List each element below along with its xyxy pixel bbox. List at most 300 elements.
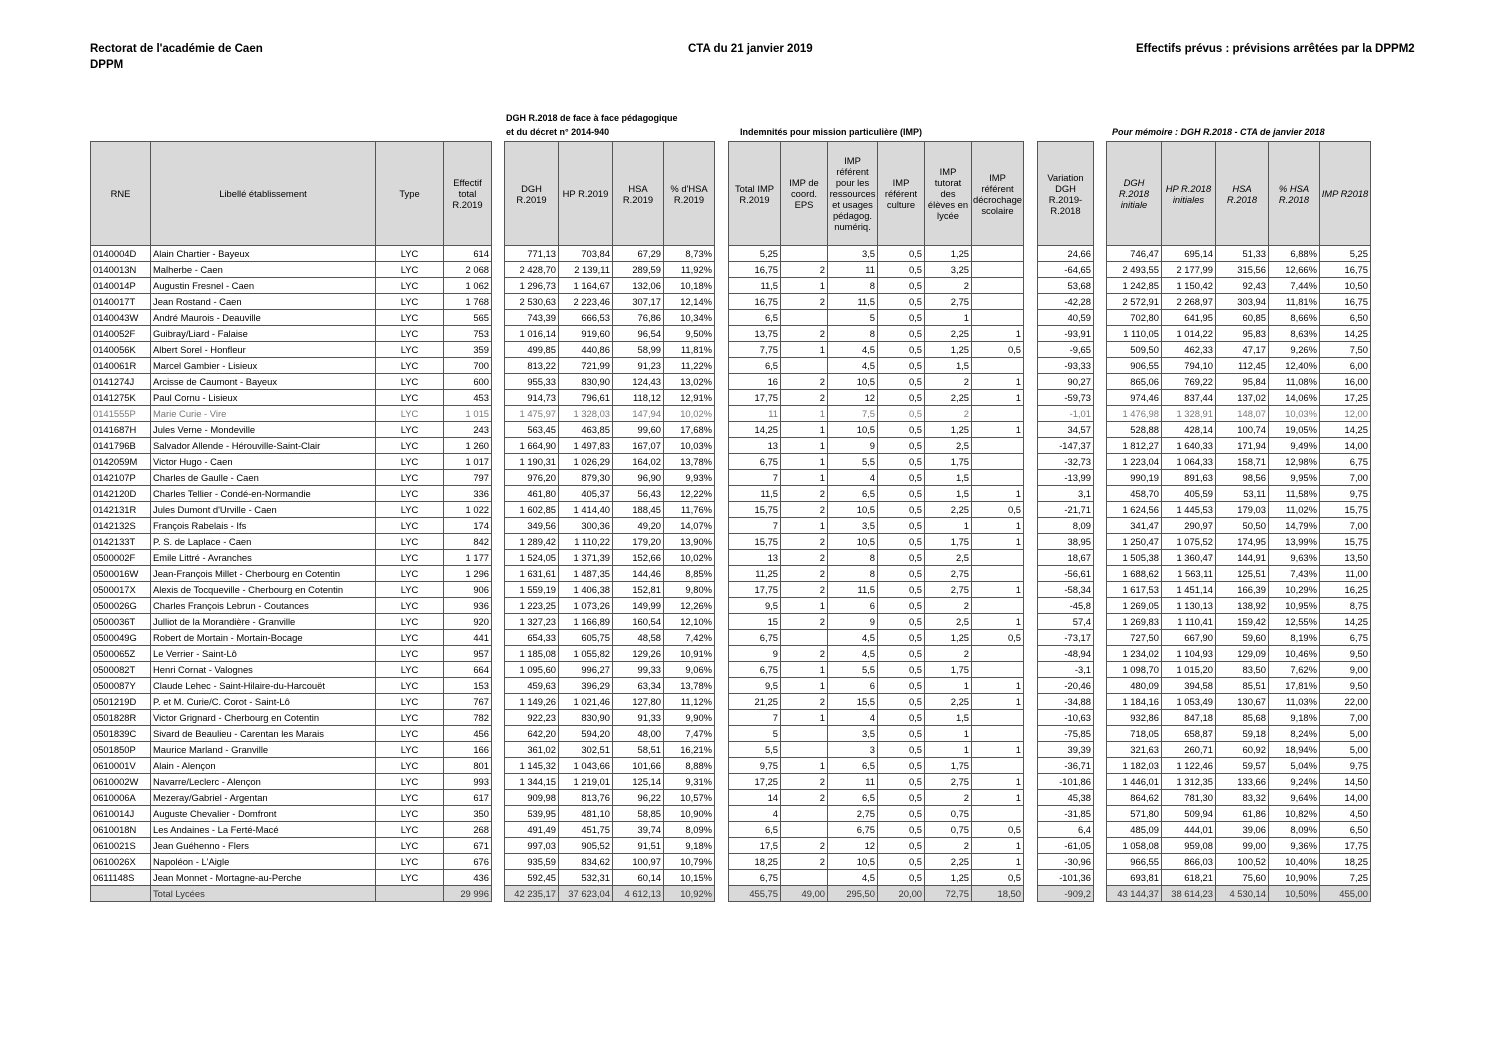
table-cell: 0,5 <box>878 790 925 806</box>
table-cell: 2 <box>781 550 828 566</box>
column-gap <box>492 390 505 406</box>
column-gap <box>1023 550 1037 566</box>
table-cell: 700 <box>444 358 492 374</box>
table-cell: 0141275K <box>91 390 151 406</box>
table-cell: 38,95 <box>1037 534 1093 550</box>
table-cell: 8 <box>828 278 878 294</box>
table-cell: 0142120D <box>91 486 151 502</box>
table-cell: 9 <box>828 438 878 454</box>
table-cell: 1 164,67 <box>559 278 613 294</box>
column-gap <box>492 886 505 902</box>
table-cell: 1 166,89 <box>559 614 613 630</box>
column-header: IMP référent décrochage scolaire <box>972 142 1024 246</box>
column-gap <box>492 326 505 342</box>
table-cell: Salvador Allende - Hérouville-Saint-Clair <box>151 438 376 454</box>
column-gap <box>715 358 729 374</box>
table-cell: 667,90 <box>1161 630 1215 646</box>
table-cell: 361,02 <box>505 742 559 758</box>
column-gap <box>492 278 505 294</box>
table-cell <box>972 262 1024 278</box>
table-cell: 1 <box>781 598 828 614</box>
column-gap <box>1093 438 1106 454</box>
table-cell: 6,75 <box>1319 630 1370 646</box>
table-cell: 10,95% <box>1268 598 1319 614</box>
table-cell: 129,09 <box>1215 646 1268 662</box>
table-cell: 4,5 <box>828 630 878 646</box>
table-cell: 11,12% <box>664 694 715 710</box>
table-cell: 2 <box>781 502 828 518</box>
column-header: HP R.2019 <box>559 142 613 246</box>
table-cell: 528,88 <box>1106 422 1161 438</box>
table-cell: 9,64% <box>1268 790 1319 806</box>
table-cell: 1 058,08 <box>1106 838 1161 854</box>
table-cell: Jean Monnet - Mortagne-au-Perche <box>151 870 376 886</box>
table-cell: 4,5 <box>828 342 878 358</box>
table-cell: 4 <box>828 710 878 726</box>
table-cell: 0,5 <box>878 742 925 758</box>
table-cell: 2,75 <box>925 294 972 310</box>
column-gap <box>492 582 505 598</box>
table-cell: 56,43 <box>613 486 664 502</box>
column-gap <box>492 566 505 582</box>
column-gap <box>1093 582 1106 598</box>
table-cell: 0,5 <box>878 534 925 550</box>
table-cell: 63,34 <box>613 678 664 694</box>
table-cell: LYC <box>376 726 444 742</box>
table-cell: 39,39 <box>1037 742 1093 758</box>
table-cell: -30,96 <box>1037 854 1093 870</box>
table-cell: 0610014J <box>91 806 151 822</box>
table-cell: 85,68 <box>1215 710 1268 726</box>
table-cell: 144,46 <box>613 566 664 582</box>
table-cell: 4,5 <box>828 358 878 374</box>
table-cell: LYC <box>376 326 444 342</box>
table-cell: 0,5 <box>878 358 925 374</box>
table-cell: Mezeray/Gabriel - Argentan <box>151 790 376 806</box>
table-cell: 0142131R <box>91 502 151 518</box>
table-cell <box>781 358 828 374</box>
table-cell: 0500082T <box>91 662 151 678</box>
table-cell: 2 <box>781 262 828 278</box>
column-gap <box>1023 774 1037 790</box>
column-gap <box>1093 142 1106 246</box>
table-cell: 10,02% <box>664 550 715 566</box>
column-gap <box>492 550 505 566</box>
column-gap <box>1093 246 1106 262</box>
table-cell: 10,03% <box>1268 406 1319 422</box>
table-cell: 1 <box>972 582 1024 598</box>
table-cell: 10,91% <box>664 646 715 662</box>
table-cell: 1 <box>925 678 972 694</box>
table-cell: 1 <box>781 454 828 470</box>
table-cell <box>781 630 828 646</box>
table-cell: 1 <box>972 614 1024 630</box>
table-cell: 1 <box>972 854 1024 870</box>
table-cell: 1 <box>972 790 1024 806</box>
table-cell: Alexis de Tocqueville - Cherbourg en Cotentin <box>151 582 376 598</box>
table-cell: -58,34 <box>1037 582 1093 598</box>
table-cell: 10,82% <box>1268 806 1319 822</box>
column-gap <box>715 262 729 278</box>
table-cell: 2,5 <box>925 614 972 630</box>
column-gap <box>715 470 729 486</box>
table-cell: 303,94 <box>1215 294 1268 310</box>
column-gap <box>1093 790 1106 806</box>
column-gap <box>1093 870 1106 886</box>
column-gap <box>1023 838 1037 854</box>
table-cell: 539,95 <box>505 806 559 822</box>
table-cell: 1 <box>925 310 972 326</box>
table-row <box>91 502 1371 518</box>
column-gap <box>492 454 505 470</box>
table-cell: 132,06 <box>613 278 664 294</box>
table-cell: 1,25 <box>925 246 972 262</box>
table-cell: -93,33 <box>1037 358 1093 374</box>
table-cell: 10,5 <box>828 502 878 518</box>
table-cell: -64,65 <box>1037 262 1093 278</box>
table-cell: 159,42 <box>1215 614 1268 630</box>
column-gap <box>1023 822 1037 838</box>
table-cell: 0501850P <box>91 742 151 758</box>
table-cell: Auguste Chevalier - Domfront <box>151 806 376 822</box>
table-cell: 2,25 <box>925 390 972 406</box>
table-cell: -21,71 <box>1037 502 1093 518</box>
table-cell: 13,75 <box>729 326 781 342</box>
table-cell: 7,47% <box>664 726 715 742</box>
table-cell: 164,02 <box>613 454 664 470</box>
table-cell: LYC <box>376 678 444 694</box>
group-label-memo: Pour mémoire : DGH R.2018 - CTA de janvier 2018 <box>1112 127 1325 137</box>
table-cell: 0,5 <box>878 374 925 390</box>
table-cell: 13,99% <box>1268 534 1319 550</box>
table-cell: 167,07 <box>613 438 664 454</box>
table-cell: 0,75 <box>925 822 972 838</box>
table-cell: 5,00 <box>1319 742 1370 758</box>
table-cell: 617 <box>444 790 492 806</box>
column-gap <box>715 550 729 566</box>
table-cell: 166 <box>444 742 492 758</box>
table-cell: 936 <box>444 598 492 614</box>
table-cell: 152,66 <box>613 550 664 566</box>
table-cell: 2,25 <box>925 502 972 518</box>
table-cell: 0,5 <box>878 438 925 454</box>
table-cell: 1 296,73 <box>505 278 559 294</box>
table-cell: 34,57 <box>1037 422 1093 438</box>
table-cell: 0,5 <box>878 278 925 294</box>
column-header: HP R.2018 initiales <box>1161 142 1215 246</box>
table-cell: 7,00 <box>1319 470 1370 486</box>
table-cell: 1 <box>972 374 1024 390</box>
column-gap <box>1093 854 1106 870</box>
table-cell: 9,18% <box>1268 710 1319 726</box>
table-cell: 60,14 <box>613 870 664 886</box>
table-cell: 1 328,03 <box>559 406 613 422</box>
table-cell: 49,20 <box>613 518 664 534</box>
table-row <box>91 806 1371 822</box>
table-cell: 781,30 <box>1161 790 1215 806</box>
table-cell: 96,90 <box>613 470 664 486</box>
column-header: Effectif total R.2019 <box>444 142 492 246</box>
table-cell: 315,56 <box>1215 262 1268 278</box>
table-cell: 1 475,97 <box>505 406 559 422</box>
table-cell: 95,84 <box>1215 374 1268 390</box>
column-gap <box>1093 742 1106 758</box>
table-cell: 1 812,27 <box>1106 438 1161 454</box>
table-cell: 9 <box>828 614 878 630</box>
column-gap <box>492 806 505 822</box>
table-cell: 2,75 <box>925 582 972 598</box>
table-cell: LYC <box>376 502 444 518</box>
table-cell: 22,00 <box>1319 694 1370 710</box>
table-cell: 3,5 <box>828 726 878 742</box>
table-cell: 9,50 <box>1319 646 1370 662</box>
table-row <box>91 454 1371 470</box>
table-cell: 15,75 <box>1319 502 1370 518</box>
table-cell: 138,92 <box>1215 598 1268 614</box>
table-cell <box>972 726 1024 742</box>
table-cell: 11,76% <box>664 502 715 518</box>
table-cell: Charles Tellier - Condé-en-Normandie <box>151 486 376 502</box>
table-cell: 0500065Z <box>91 646 151 662</box>
table-cell: 797 <box>444 470 492 486</box>
table-cell: 1 150,42 <box>1161 278 1215 294</box>
table-cell: 0,5 <box>878 822 925 838</box>
table-cell: 0,5 <box>878 454 925 470</box>
header-center: CTA du 21 janvier 2019 <box>688 43 813 55</box>
table-cell: 664 <box>444 662 492 678</box>
table-cell: 2 139,11 <box>559 262 613 278</box>
column-gap <box>715 342 729 358</box>
table-cell: 459,63 <box>505 678 559 694</box>
column-gap <box>492 502 505 518</box>
table-cell: 1,75 <box>925 534 972 550</box>
table-cell: 1 098,70 <box>1106 662 1161 678</box>
table-cell: 571,80 <box>1106 806 1161 822</box>
table-cell: 935,59 <box>505 854 559 870</box>
column-gap <box>1023 790 1037 806</box>
table-cell: 57,4 <box>1037 614 1093 630</box>
column-gap <box>1023 326 1037 342</box>
column-gap <box>1023 758 1037 774</box>
column-gap <box>492 646 505 662</box>
table-cell: 118,12 <box>613 390 664 406</box>
table-cell: 14,25 <box>1319 614 1370 630</box>
table-cell: 0,5 <box>878 262 925 278</box>
table-cell: 1,5 <box>925 470 972 486</box>
table-cell: 0501839C <box>91 726 151 742</box>
table-cell: Victor Hugo - Caen <box>151 454 376 470</box>
table-cell: 1 130,13 <box>1161 598 1215 614</box>
table-cell: 11,03% <box>1268 694 1319 710</box>
table-cell: 813,22 <box>505 358 559 374</box>
table-cell: LYC <box>376 262 444 278</box>
table-cell: 16,25 <box>1319 582 1370 598</box>
table-cell: 6,5 <box>828 790 878 806</box>
table-cell: 59,18 <box>1215 726 1268 742</box>
table-cell: 0,5 <box>878 390 925 406</box>
column-gap <box>492 726 505 742</box>
table-cell: 2,75 <box>925 774 972 790</box>
table-cell <box>972 710 1024 726</box>
column-gap <box>1093 262 1106 278</box>
table-cell: 16,75 <box>1319 294 1370 310</box>
table-cell: 461,80 <box>505 486 559 502</box>
table-cell: -61,05 <box>1037 838 1093 854</box>
table-cell: 50,50 <box>1215 518 1268 534</box>
table-cell: 8,88% <box>664 758 715 774</box>
table-cell: 1 <box>972 742 1024 758</box>
table-cell: Napoléon - L'Aigle <box>151 854 376 870</box>
table-cell: 0,5 <box>972 502 1024 518</box>
table-row <box>91 374 1371 390</box>
table-cell <box>972 278 1024 294</box>
column-gap <box>492 710 505 726</box>
table-cell: 1 064,33 <box>1161 454 1215 470</box>
table-cell: 1 <box>781 438 828 454</box>
table-cell: 48,00 <box>613 726 664 742</box>
table-cell: LYC <box>376 550 444 566</box>
table-cell: 0141555P <box>91 406 151 422</box>
table-cell: 40,59 <box>1037 310 1093 326</box>
table-cell: 336 <box>444 486 492 502</box>
table-cell: 1 075,52 <box>1161 534 1215 550</box>
column-gap <box>1093 374 1106 390</box>
column-gap <box>715 630 729 646</box>
table-cell: 0,5 <box>878 566 925 582</box>
table-cell: 428,14 <box>1161 422 1215 438</box>
column-gap <box>1093 886 1106 902</box>
table-cell: 11,22% <box>664 358 715 374</box>
table-cell: 2 <box>781 694 828 710</box>
table-cell: 0,5 <box>878 342 925 358</box>
table-cell: 2 <box>781 374 828 390</box>
table-cell: 13,50 <box>1319 550 1370 566</box>
column-gap <box>1023 678 1037 694</box>
table-cell: 654,33 <box>505 630 559 646</box>
table-cell: 60,85 <box>1215 310 1268 326</box>
table-cell: 9,24% <box>1268 774 1319 790</box>
column-gap <box>1023 294 1037 310</box>
table-cell: 666,53 <box>559 310 613 326</box>
column-gap <box>715 582 729 598</box>
column-gap <box>492 406 505 422</box>
table-cell: 1 017 <box>444 454 492 470</box>
table-cell: LYC <box>376 662 444 678</box>
table-cell: Paul Cornu - Lisieux <box>151 390 376 406</box>
table-cell: 676 <box>444 854 492 870</box>
table-cell: 0140004D <box>91 246 151 262</box>
table-cell: 767 <box>444 694 492 710</box>
table-cell: 6,5 <box>828 758 878 774</box>
table-cell: 2 530,63 <box>505 294 559 310</box>
table-cell: 350 <box>444 806 492 822</box>
table-cell: 6,50 <box>1319 310 1370 326</box>
column-gap <box>1023 726 1037 742</box>
table-cell: 51,33 <box>1215 246 1268 262</box>
table-cell: 5,00 <box>1319 726 1370 742</box>
table-cell: Albert Sorel - Honfleur <box>151 342 376 358</box>
table-cell <box>972 310 1024 326</box>
table-cell: 1 617,53 <box>1106 582 1161 598</box>
column-gap <box>1093 678 1106 694</box>
table-cell: 12,98% <box>1268 454 1319 470</box>
table-cell: 6,5 <box>729 822 781 838</box>
table-cell: 18,67 <box>1037 550 1093 566</box>
table-cell: 14,07% <box>664 518 715 534</box>
table-cell: 5,5 <box>828 662 878 678</box>
table-cell: 1 234,02 <box>1106 646 1161 662</box>
column-gap <box>715 294 729 310</box>
table-cell: 14,79% <box>1268 518 1319 534</box>
table-cell: 532,31 <box>559 870 613 886</box>
table-cell: 341,47 <box>1106 518 1161 534</box>
table-cell: 641,95 <box>1161 310 1215 326</box>
table-cell <box>972 438 1024 454</box>
table-cell: 91,51 <box>613 838 664 854</box>
table-cell: 1 110,22 <box>559 534 613 550</box>
table-cell: 53,68 <box>1037 278 1093 294</box>
table-cell: 1 260 <box>444 438 492 454</box>
table-cell: 3,1 <box>1037 486 1093 502</box>
table-cell: 865,06 <box>1106 374 1161 390</box>
table-cell: 441 <box>444 630 492 646</box>
table-cell: 15,5 <box>828 694 878 710</box>
table-cell: 49,00 <box>781 886 828 902</box>
column-gap <box>492 374 505 390</box>
table-cell: 13,78% <box>664 678 715 694</box>
table-cell: 906,55 <box>1106 358 1161 374</box>
column-header: IMP R2018 <box>1319 142 1370 246</box>
table-cell: -147,37 <box>1037 438 1093 454</box>
table-cell: 864,62 <box>1106 790 1161 806</box>
table-row <box>91 726 1371 742</box>
table-cell: LYC <box>376 710 444 726</box>
table-cell: 149,99 <box>613 598 664 614</box>
table-row <box>91 758 1371 774</box>
table-cell: 1 <box>781 662 828 678</box>
table-cell: 1 624,56 <box>1106 502 1161 518</box>
table-cell: 2 <box>781 326 828 342</box>
column-gap <box>1093 662 1106 678</box>
table-cell: -909,2 <box>1037 886 1093 902</box>
column-gap <box>1093 406 1106 422</box>
column-gap <box>715 406 729 422</box>
table-cell: 1 185,08 <box>505 646 559 662</box>
table-cell: 100,52 <box>1215 854 1268 870</box>
table-cell: 456 <box>444 726 492 742</box>
column-gap <box>715 598 729 614</box>
table-cell: 1,75 <box>925 662 972 678</box>
table-cell: 974,46 <box>1106 390 1161 406</box>
table-cell: LYC <box>376 694 444 710</box>
table-cell: 4,5 <box>828 646 878 662</box>
table-cell: 67,29 <box>613 246 664 262</box>
table-row <box>91 678 1371 694</box>
table-cell: 1 328,91 <box>1161 406 1215 422</box>
table-cell: 9,90% <box>664 710 715 726</box>
column-header: IMP référent culture <box>878 142 925 246</box>
table-cell: 481,10 <box>559 806 613 822</box>
table-cell: LYC <box>376 534 444 550</box>
table-cell <box>376 886 444 902</box>
column-gap <box>1093 710 1106 726</box>
column-gap <box>1023 870 1037 886</box>
column-gap <box>492 518 505 534</box>
table-cell: 9,75 <box>729 758 781 774</box>
column-gap <box>1023 630 1037 646</box>
table-cell: 9,06% <box>664 662 715 678</box>
column-gap <box>1023 646 1037 662</box>
